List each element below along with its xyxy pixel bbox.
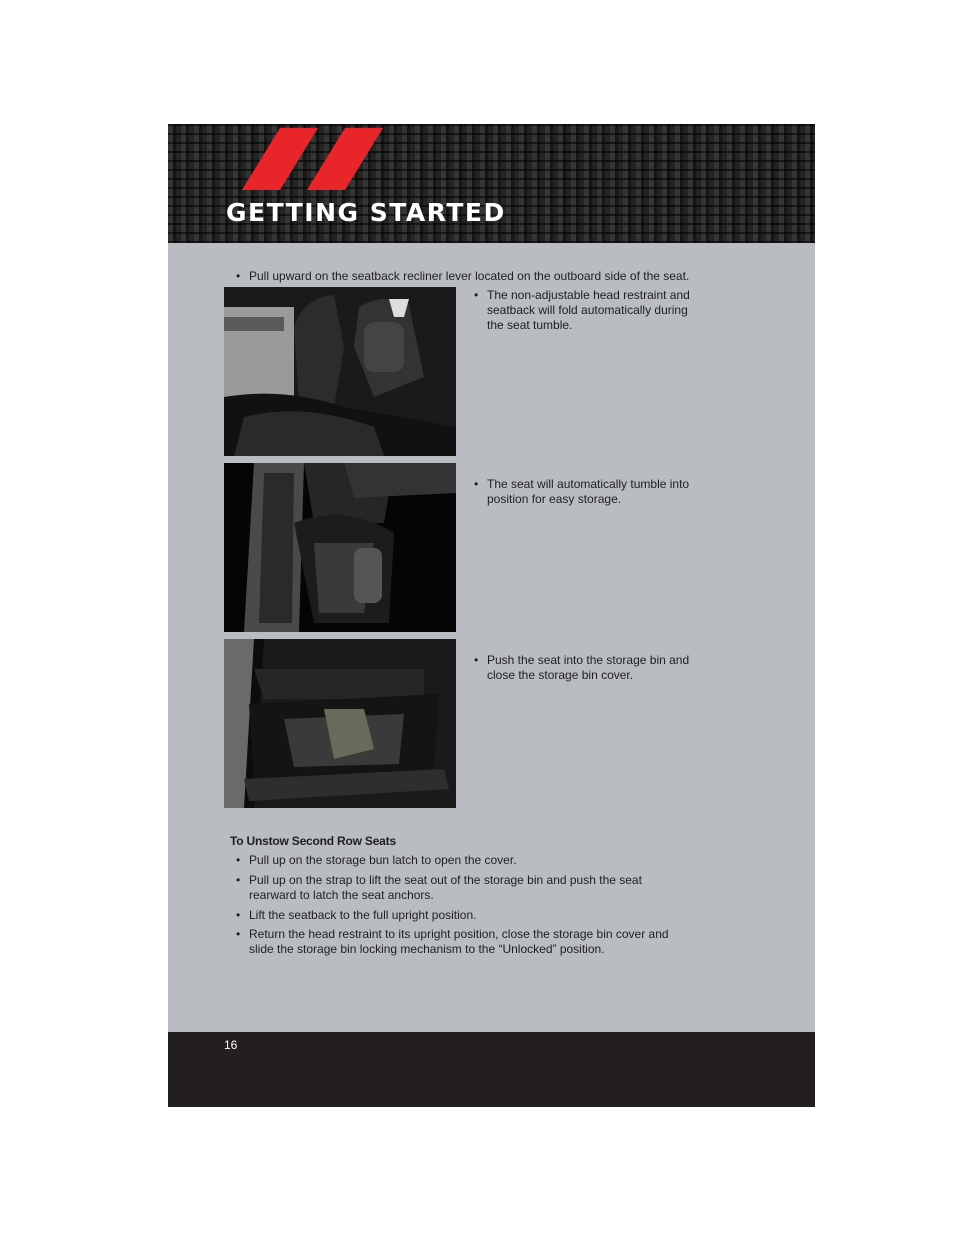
step-3-bullet (474, 653, 704, 683)
unstow-bullet-3 (236, 908, 686, 923)
step-1-bullet (474, 288, 704, 333)
step-3-text: Push the seat into the storage bin and close the storage bin cover. (487, 653, 690, 682)
unstow-bullet-1-text: Pull up on the storage bun latch to open the cover. (249, 853, 517, 867)
bullet-glyph: • (474, 653, 479, 667)
photo-storage-bin (224, 639, 456, 808)
step-2-text: The seat will automatically tumble into position for easy storage. (487, 477, 690, 506)
step-1-text: The non-adjustable head restraint and seatback will fold automatically during the seat tumble. (487, 288, 690, 332)
page-number: 16 (224, 1038, 238, 1052)
intro-bullet-text: Pull upward on the seatback recliner lever located on the outboard side of the seat. (249, 269, 690, 283)
manual-page (168, 124, 815, 1107)
unstow-heading: To Unstow Second Row Seats (230, 834, 396, 848)
unstow-bullet-2 (236, 873, 686, 903)
intro-bullet (236, 269, 716, 284)
unstow-bullet-2-text: Pull up on the strap to lift the seat out of the storage bin and push the seat rearward to latch the seat anchors. (249, 873, 642, 902)
bullet-glyph: • (474, 477, 479, 491)
photo-seat-fold (224, 287, 456, 456)
brand-stripes-logo (242, 128, 392, 190)
bullet-glyph: • (236, 853, 241, 867)
bullet-glyph: • (474, 288, 479, 302)
section-header (168, 124, 815, 243)
bullet-glyph: • (236, 927, 241, 941)
unstow-bullet-4-text: Return the head restraint to its upright position, close the storage bin cover and slide the storage bin locking mechanism to the “Unlocked” position. (249, 927, 669, 956)
step-2-bullet (474, 477, 704, 507)
unstow-bullet-1 (236, 853, 686, 868)
bullet-glyph: • (236, 873, 241, 887)
section-title: GETTING STARTED (226, 198, 506, 227)
page-footer (168, 1032, 815, 1107)
bullet-glyph: • (236, 269, 241, 283)
unstow-bullet-3-text: Lift the seatback to the full upright position. (249, 908, 477, 922)
unstow-bullet-4 (236, 927, 686, 957)
photo-seat-tumble (224, 463, 456, 632)
bullet-glyph: • (236, 908, 241, 922)
